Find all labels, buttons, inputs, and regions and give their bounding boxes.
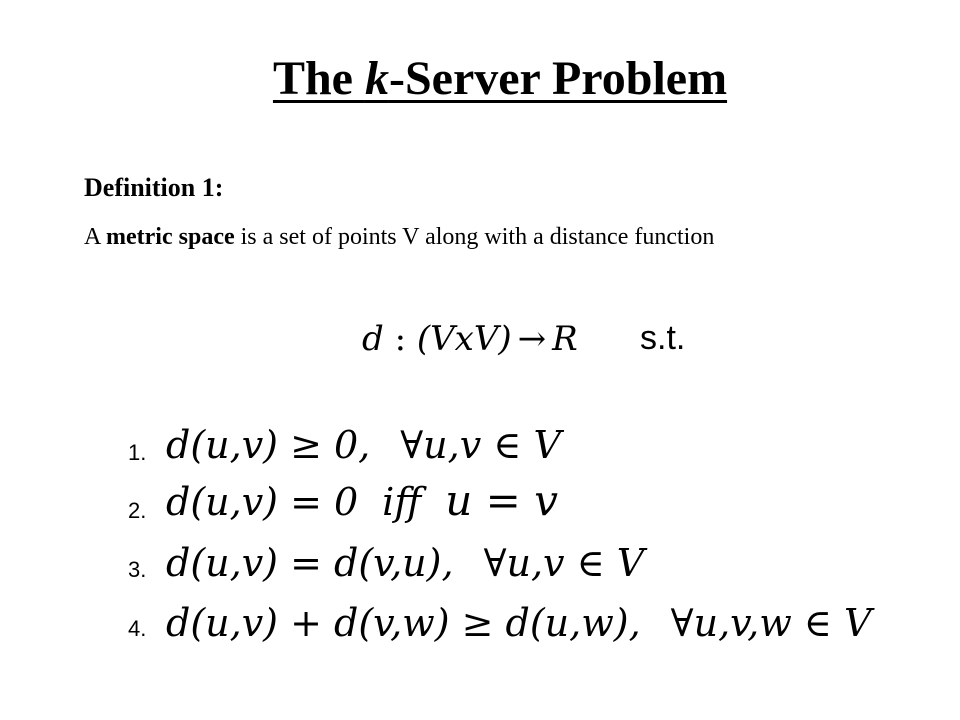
mapping-arrow: → bbox=[517, 319, 547, 359]
mapping-lhs: d bbox=[362, 319, 384, 359]
condition-4-number: 4. bbox=[128, 616, 147, 641]
condition-1-quantifier: ∀u,v ∈ V bbox=[400, 423, 561, 467]
condition-1-expr: d(u,v) ≥ 0, bbox=[166, 423, 371, 467]
title-variable: k bbox=[364, 52, 389, 105]
condition-2-iff: iff bbox=[382, 480, 422, 524]
title-prefix: The bbox=[272, 52, 365, 105]
condition-3-expr: d(u,v) = d(v,u), bbox=[166, 541, 454, 585]
mapping-codomain: R bbox=[552, 319, 578, 359]
condition-4 bbox=[166, 598, 871, 648]
title-suffix: -Server Problem bbox=[388, 52, 728, 105]
definition-text-pre: A bbox=[84, 224, 107, 250]
mapping-domain: (VxV) bbox=[416, 319, 512, 359]
condition-4-expr: d(u,v) + d(v,w) ≥ d(u,w), bbox=[166, 601, 641, 645]
distance-function-mapping bbox=[362, 316, 578, 362]
mapping-colon: : bbox=[383, 319, 417, 359]
condition-1 bbox=[166, 420, 561, 470]
condition-1-number: 1. bbox=[128, 440, 147, 465]
such-that-label: s.t. bbox=[640, 319, 686, 357]
definition-term: metric space bbox=[106, 224, 235, 250]
condition-3-number: 3. bbox=[128, 557, 147, 582]
condition-2-number: 2. bbox=[128, 498, 147, 523]
condition-3 bbox=[166, 538, 644, 588]
definition-text-post: is a set of points V along with a distance function bbox=[234, 224, 715, 250]
definition-heading: Definition 1: bbox=[84, 173, 224, 202]
condition-2-rhs: u = v bbox=[445, 476, 558, 525]
condition-3-quantifier: ∀u,v ∈ V bbox=[483, 541, 645, 585]
condition-4-quantifier: ∀u,v,w ∈ V bbox=[670, 601, 872, 645]
condition-2 bbox=[166, 476, 558, 527]
definition-text bbox=[84, 222, 844, 253]
slide-title bbox=[0, 50, 960, 108]
condition-2-expr: d(u,v) = 0 bbox=[166, 480, 359, 524]
